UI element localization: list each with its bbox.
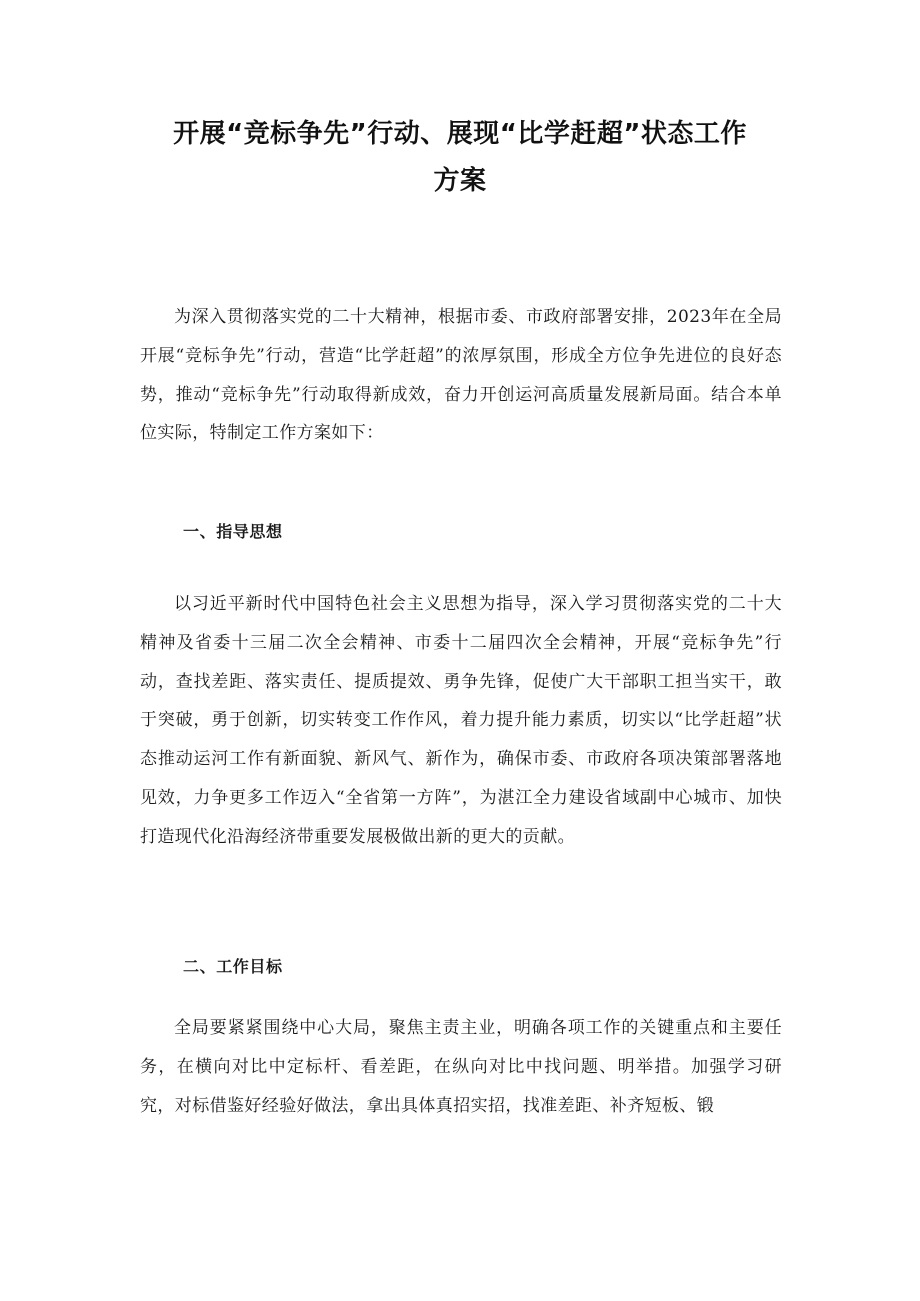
document-title-line-2: 方案 — [433, 166, 487, 196]
section-body-work-goals: 全局要紧紧围绕中心大局，聚焦主责主业，明确各项工作的关键重点和主要任务，在横向对比中定标杆、看差距，在纵向对比中找问题、明举措。加强学习研究，对标借鉴好经验好做法，拿出具体真招实招，找准差距、补齐短板、锻 — [140, 1018, 782, 1116]
document-title-line-1: 开展“竞标争先”行动、展现“比学赶超”状态工作 — [173, 119, 747, 149]
intro-paragraph: 为深入贯彻落实党的二十大精神，根据市委、市政府部署安排，2023年在全局开展“竞标争先”行动，营造“比学赶超”的浓厚氛围，形成全方位争先进位的良好态势，推动“竞标争先”行动取得新成效，奋力开创运河高质量发展新局面。结合本单位实际，特制定工作方案如下： — [140, 307, 782, 444]
section-heading-work-goals: 二、工作目标 — [183, 957, 283, 976]
section-body-guiding-ideology: 以习近平新时代中国特色社会主义思想为指导，深入学习贯彻落实党的二十大精神及省委十三届二次全会精神、市委十二届四次全会精神，开展“竞标争先”行动，查找差距、落实责任、提质提效、勇争先锋，促使广大干部职工担当实干，敢于突破，勇于创新，切实转变工作作风，着力提升能力素质，切实以“比学赶超”状态推动运河工作有新面貌、新风气、新作为，确保市委、市政府各项决策部署落地见效，力争更多工作迈入“全省第一方阵”，为湛江全力建设省域副中心城市、加快打造现代化沿海经济带重要发展极做出新的更大的贡献。 — [140, 594, 782, 847]
section-heading-guiding-ideology: 一、指导思想 — [183, 522, 283, 541]
